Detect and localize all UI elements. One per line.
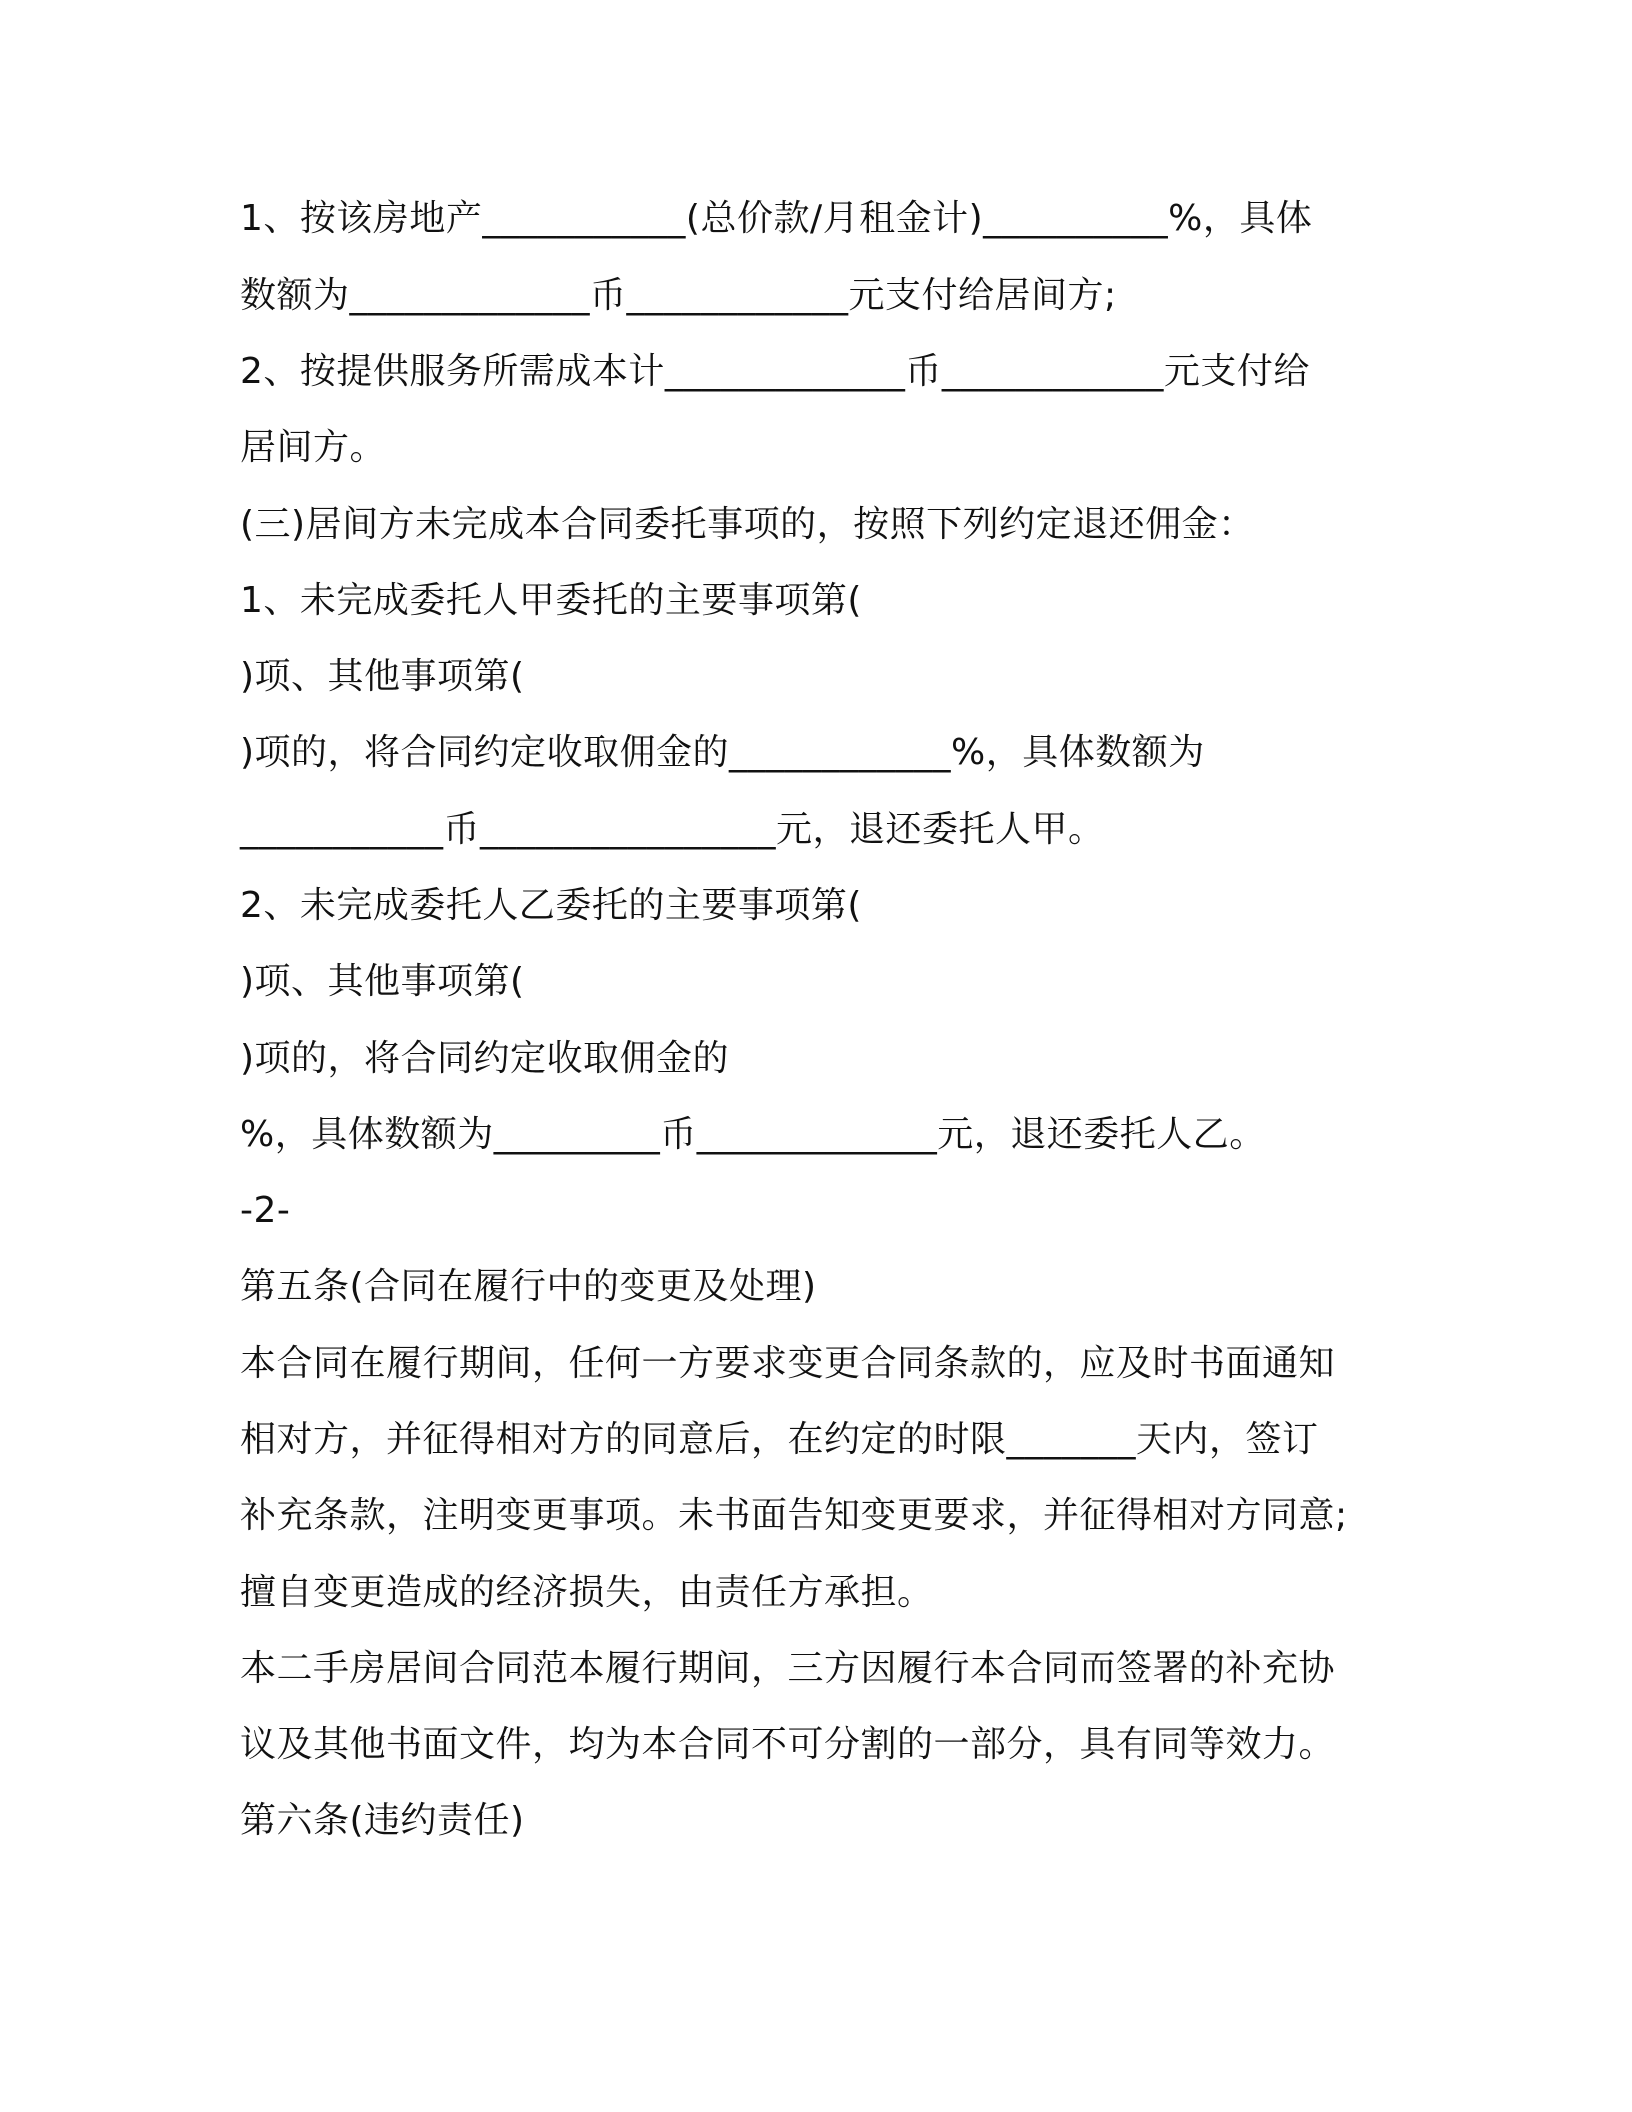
article-five-para-1-line-2: 相对方，并征得相对方的同意后，在约定的时限_______天内，签订 — [240, 1419, 1319, 1460]
clause-2-line-2: 居间方。 — [240, 427, 387, 468]
refund-b-line-1: 2、未完成委托人乙委托的主要事项第( — [240, 885, 862, 926]
article-six-heading: 第六条(违约责任) — [240, 1800, 525, 1841]
article-five-para-2-line-1: 本二手房居间合同范本履行期间，三方因履行本合同而签署的补充协 — [240, 1648, 1336, 1689]
refund-a-line-4: ___________币________________元，退还委托人甲。 — [240, 809, 1105, 850]
clause-2-line-1: 2、按提供服务所需成本计_____________币____________元支付给 — [240, 351, 1310, 392]
refund-b-line-4: %，具体数额为_________币_____________元，退还委托人乙。 — [240, 1114, 1266, 1155]
clause-1-line-2: 数额为_____________币____________元支付给居间方; — [240, 275, 1117, 316]
section-three-heading: (三)居间方未完成本合同委托事项的，按照下列约定退还佣金： — [240, 504, 1255, 545]
refund-b-line-3: )项的，将合同约定收取佣金的 — [240, 1038, 730, 1079]
article-five-para-1-line-4: 擅自变更造成的经济损失，由责任方承担。 — [240, 1572, 934, 1613]
article-five-para-1-line-3: 补充条款，注明变更事项。未书面告知变更要求，并征得相对方同意; — [240, 1495, 1348, 1536]
article-five-heading: 第五条(合同在履行中的变更及处理) — [240, 1266, 817, 1307]
article-five-para-2-line-2: 议及其他书面文件，均为本合同不可分割的一部分，具有同等效力。 — [240, 1724, 1336, 1765]
clause-1-line-1: 1、按该房地产___________(总价款/月租金计)__________%，具体 — [240, 198, 1313, 239]
refund-a-line-2: )项、其他事项第( — [240, 656, 525, 697]
refund-b-line-2: )项、其他事项第( — [240, 961, 525, 1002]
page-number: -2- — [240, 1190, 291, 1231]
article-five-para-1-line-1: 本合同在履行期间，任何一方要求变更合同条款的，应及时书面通知 — [240, 1343, 1336, 1384]
refund-a-line-1: 1、未完成委托人甲委托的主要事项第( — [240, 580, 862, 621]
refund-a-line-3: )项的，将合同约定收取佣金的____________%，具体数额为 — [240, 732, 1205, 773]
